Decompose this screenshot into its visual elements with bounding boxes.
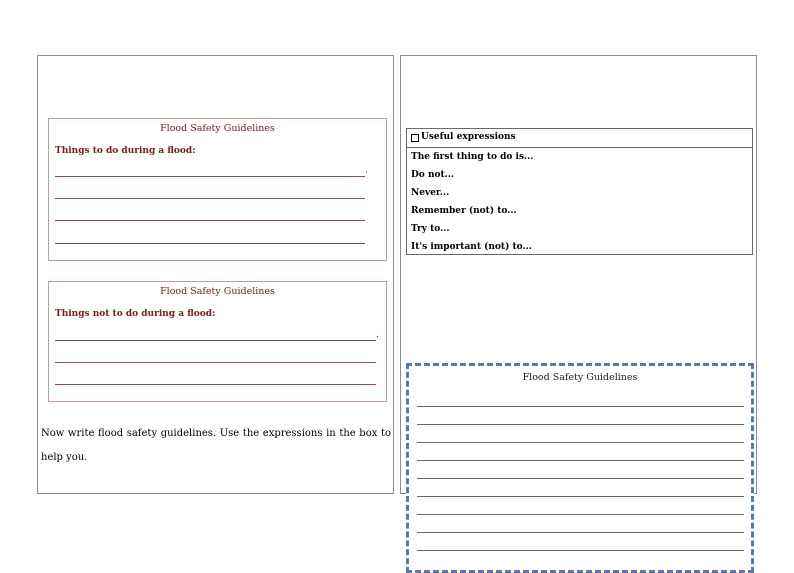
expression-item: Do not... <box>411 170 455 180</box>
things-not-to-do-box <box>48 281 387 402</box>
dont-box-title: Flood Safety Guidelines <box>160 286 275 297</box>
line-end-period: . <box>365 166 368 176</box>
answer-line[interactable] <box>417 514 744 515</box>
answer-line[interactable] <box>417 460 744 461</box>
answer-box-title: Flood Safety Guidelines <box>522 372 638 383</box>
write-line[interactable] <box>55 340 376 341</box>
checkbox-icon <box>411 134 419 142</box>
write-line[interactable] <box>55 198 365 199</box>
do-box-subtitle: Things to do during a flood: <box>55 146 196 156</box>
write-line[interactable] <box>55 243 365 244</box>
answer-line[interactable] <box>417 478 744 479</box>
answer-line[interactable] <box>417 550 744 551</box>
expressions-header <box>407 129 752 148</box>
expression-item: Try to... <box>411 224 450 234</box>
expression-item: The first thing to do is... <box>411 152 534 162</box>
expression-item: Never... <box>411 188 450 198</box>
answer-line[interactable] <box>417 496 744 497</box>
line-end-period: . <box>376 330 379 340</box>
answer-line[interactable] <box>417 532 744 533</box>
write-line[interactable] <box>55 384 376 385</box>
answer-line[interactable] <box>417 406 744 407</box>
do-box-title: Flood Safety Guidelines <box>160 123 275 134</box>
things-to-do-box <box>48 118 387 261</box>
expression-item: Remember (not) to... <box>411 206 517 216</box>
expressions-header-label: Useful expressions <box>421 132 516 142</box>
answer-line[interactable] <box>417 424 744 425</box>
answer-line[interactable] <box>417 442 744 443</box>
left-worksheet-panel <box>37 55 394 494</box>
write-line[interactable] <box>55 220 365 221</box>
write-line[interactable] <box>55 176 365 177</box>
expression-item: It's important (not) to... <box>411 242 532 252</box>
instruction-text: Now write flood safety guidelines. Use the expressions in the box to help you. <box>41 428 391 463</box>
guidelines-answer-box <box>406 363 754 573</box>
useful-expressions-box <box>406 128 753 255</box>
write-line[interactable] <box>55 362 376 363</box>
dont-box-subtitle: Things not to do during a flood: <box>55 309 216 319</box>
